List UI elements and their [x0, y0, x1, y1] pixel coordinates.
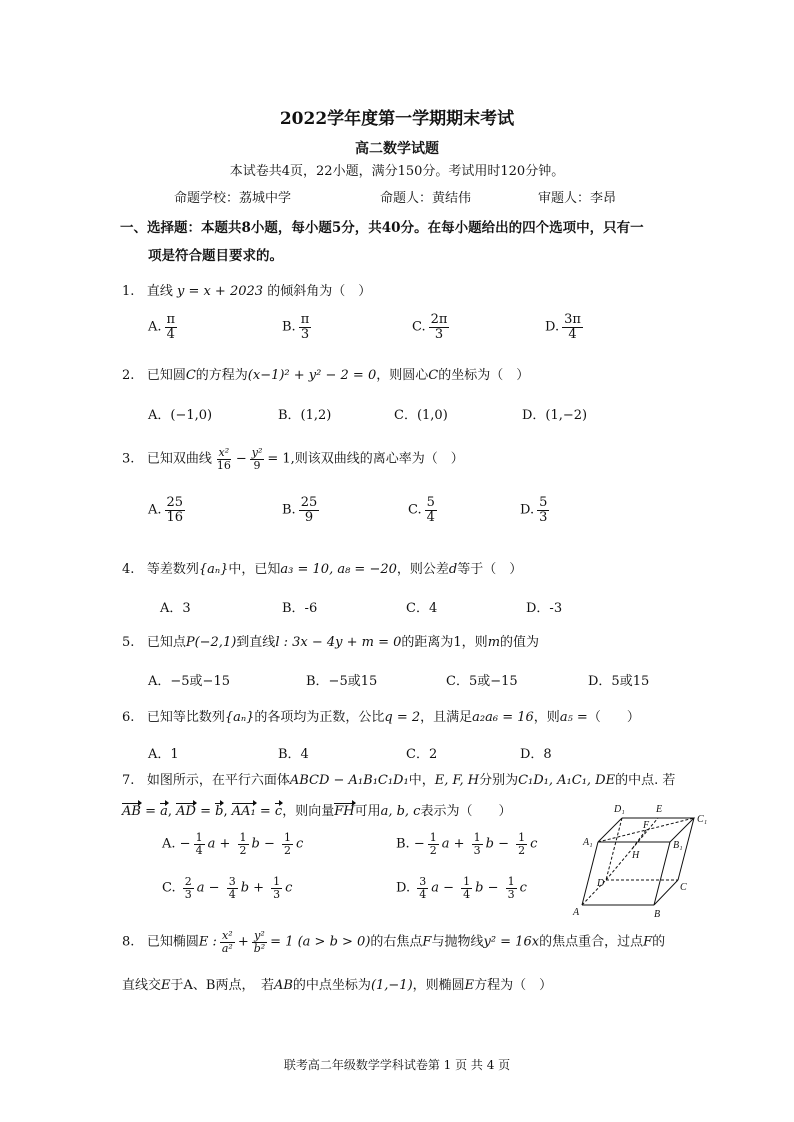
author: 命题人：黄结伟 — [380, 191, 472, 206]
label-c: C — [680, 882, 687, 893]
section-heading-line2: 项是符合题目要求的。 — [148, 248, 283, 264]
q1-option-c[interactable]: C. $\frac{2\pi}{3}$ — [412, 312, 448, 342]
q5-option-b[interactable]: B．−5或15 — [306, 674, 378, 689]
label-d: D — [597, 878, 605, 889]
exam-info: 本试卷共4页，22小题，满分150分。考试用时120分钟。 — [229, 164, 565, 179]
q7-option-c[interactable]: C. $\frac{2}{3}$ a − $\frac{3}{4}$ b + $\frac{1}{3}$ c — [162, 875, 293, 901]
parallelepiped-figure — [570, 800, 720, 925]
q2-option-d[interactable]: D．(1,−2) — [522, 408, 588, 423]
q1-option-d[interactable]: D. $\frac{3\pi}{4}$ — [545, 312, 581, 342]
question-2: 2. 已知圆C的方程为(x−1)² + y² − 2 = 0，则圆心C的坐标为（ ） — [122, 368, 530, 383]
q3-option-d[interactable]: D. $\frac{5}{3}$ — [520, 495, 548, 525]
label-b1: B₁ — [673, 840, 683, 851]
question-7-line1: 7. 如图所示，在平行六面体ABCD − A₁B₁C₁D₁中，E, F, H分别为C₁D₁, A₁C₁, DE的中点. 若 — [122, 773, 676, 788]
q5-option-c[interactable]: C．5或−15 — [446, 674, 518, 689]
question-7-line2: AB = a, AD = b, AA₁ = c，则向量FH可用a, b, c表示为（ ） — [122, 804, 512, 819]
q6-option-d[interactable]: D．8 — [520, 747, 552, 762]
q3-option-b[interactable]: B. $\frac{25}{9}$ — [282, 495, 318, 525]
q6-option-a[interactable]: A．1 — [148, 747, 179, 762]
q4-option-b[interactable]: B．-6 — [282, 601, 318, 616]
label-f: F — [643, 820, 650, 831]
question-8-line2: 直线交E于A、B两点， 若AB的中点坐标为(1,−1)，则椭圆E方程为（ ） — [122, 978, 553, 993]
exam-title: 2022学年度第一学期期末考试 — [279, 109, 515, 129]
section-heading-line1: 一、选择题：本题共8小题，每小题5分，共40分。在每小题给出的四个选项中，只有一 — [120, 220, 644, 236]
q6-option-b[interactable]: B．4 — [278, 747, 309, 762]
q1-option-b[interactable]: B. $\frac{\pi}{3}$ — [282, 312, 310, 342]
label-d1: D₁ — [614, 804, 625, 815]
exam-subtitle: 高二数学试题 — [355, 141, 439, 157]
question-6: 6. 已知等比数列{aₙ}的各项均为正数，公比q = 2，且满足a₂a₆ = 16，则a₅ =（ ） — [122, 710, 640, 725]
q1-option-a[interactable]: A. $\frac{\pi}{4}$ — [148, 312, 176, 342]
q3-option-c[interactable]: C. $\frac{5}{4}$ — [408, 495, 435, 525]
question-8-line1: 8. 已知椭圆E : $\frac{\text{x²}}{\text{a²}}$ + $\frac{\text{y²}}{\text{b²}}$ = 1 (a > b > 0)的右焦点F与抛物线y² = 16x的焦点重合，过点F的 — [122, 929, 666, 955]
edge-a1a — [582, 842, 598, 905]
q2-option-a[interactable]: A．(−1,0) — [148, 408, 213, 423]
school: 命题学校：荔城中学 — [174, 191, 292, 206]
q2-option-b[interactable]: B．(1,2) — [278, 408, 332, 423]
label-e: E — [656, 804, 663, 815]
question-3: 3. 已知双曲线 $\frac{\text{x²}}{16}$ − $\frac{\text{y²}}{9}$ = 1,则该双曲线的离心率为（ ） — [122, 446, 464, 472]
q5-option-d[interactable]: D．5或15 — [588, 674, 650, 689]
label-a: A — [573, 907, 580, 918]
reviewer: 审题人：李昂 — [538, 191, 617, 206]
question-4: 4. 等差数列{aₙ}中，已知a₃ = 10, a₈ = −20，则公差d等于（ ） — [122, 562, 523, 577]
q7-option-d[interactable]: D. $\frac{3}{4}$ a − $\frac{1}{4}$ b − $\frac{1}{3}$ c — [396, 875, 527, 901]
q5-option-a[interactable]: A．−5或−15 — [148, 674, 230, 689]
edge-b1b — [654, 842, 670, 905]
question-5: 5. 已知点P(−2,1)到直线l : 3x − 4y + m = 0的距离为1，则m的值为 — [122, 635, 540, 650]
q2-option-c[interactable]: C．(1,0) — [394, 408, 448, 423]
label-a1: A₁ — [583, 837, 593, 848]
label-c1: C₁ — [697, 814, 708, 825]
label-b: B — [654, 909, 661, 920]
q4-option-c[interactable]: C．4 — [406, 601, 438, 616]
q6-option-c[interactable]: C．2 — [406, 747, 438, 762]
q4-option-d[interactable]: D．-3 — [526, 601, 563, 616]
q4-option-a[interactable]: A．3 — [160, 601, 191, 616]
edge-top — [622, 818, 694, 842]
q7-option-b[interactable]: B. − $\frac{1}{2}$ a + $\frac{1}{3}$ b − $\frac{1}{2}$ c — [396, 831, 538, 857]
question-1: 1. 直线 y = x + 2023 的倾斜角为（ ） — [122, 284, 372, 299]
page-footer: 联考高二年级数学学科试卷第 1 页 共 4 页 — [283, 1058, 511, 1072]
label-h: H — [632, 850, 640, 861]
q3-option-a[interactable]: A. $\frac{25}{16}$ — [148, 495, 184, 525]
q7-option-a[interactable]: A. − $\frac{1}{4}$ a + $\frac{1}{2}$ b − $\frac{1}{2}$ c — [162, 831, 304, 857]
